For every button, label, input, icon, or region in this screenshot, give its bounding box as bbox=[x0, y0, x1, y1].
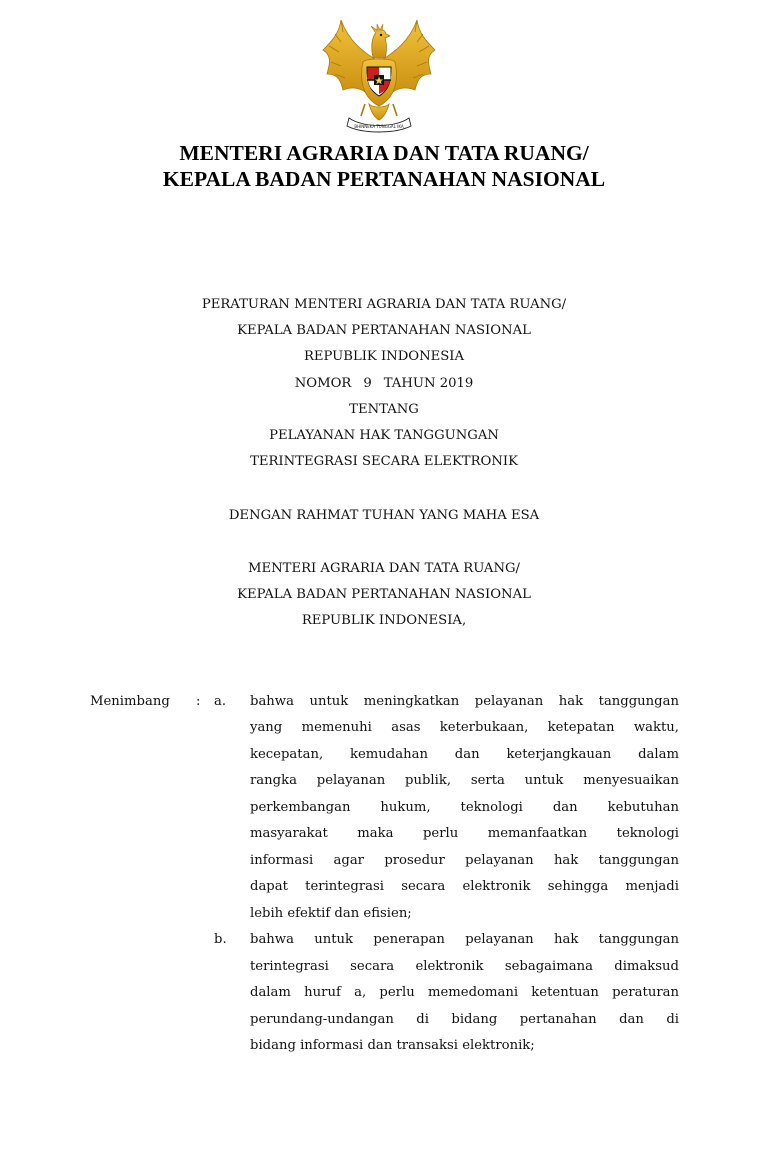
word: peraturan bbox=[612, 985, 679, 1000]
regulation-title-line2: KEPALA BADAN PERTANAHAN NASIONAL bbox=[237, 323, 531, 338]
word: tanggungan bbox=[598, 853, 679, 868]
word: publik, bbox=[405, 773, 452, 788]
regulation-subject-line1: PELAYANAN HAK TANGGUNGAN bbox=[269, 428, 499, 443]
header-title-line2: KEPALA BADAN PERTANAHAN NASIONAL bbox=[162, 167, 606, 191]
regulation-title-line3: REPUBLIK INDONESIA bbox=[303, 349, 465, 364]
word: secara bbox=[401, 879, 446, 894]
word: untuk bbox=[309, 694, 349, 709]
word: pelayanan bbox=[316, 773, 386, 788]
regulation-tentang: TENTANG bbox=[349, 402, 419, 417]
paragraph-line bbox=[250, 825, 679, 843]
word: informasi bbox=[250, 853, 314, 868]
preamble-line2: KEPALA BADAN PERTANAHAN NASIONAL bbox=[237, 587, 531, 602]
word: untuk bbox=[314, 932, 354, 947]
word: rangka bbox=[250, 773, 297, 788]
preamble-rahmat: DENGAN RAHMAT TUHAN YANG MAHA ESA bbox=[228, 508, 540, 523]
word: dan bbox=[454, 747, 480, 762]
word: elektronik bbox=[462, 879, 531, 894]
word: dimaksud bbox=[614, 959, 679, 974]
paragraph-line bbox=[250, 878, 679, 896]
paragraph-line: bidang informasi dan transaksi elektronik; bbox=[250, 1038, 535, 1053]
word: ketentuan bbox=[531, 985, 599, 1000]
word: terintegrasi bbox=[305, 879, 384, 894]
word: pelayanan bbox=[465, 853, 534, 868]
word: hak bbox=[554, 932, 579, 947]
word: prosedur bbox=[384, 853, 445, 868]
word: pelayanan bbox=[465, 932, 534, 947]
word: sehingga bbox=[547, 879, 609, 894]
word: yang bbox=[250, 720, 283, 735]
item-b-letter: b. bbox=[214, 932, 227, 947]
word: keterbukaan, bbox=[439, 720, 529, 735]
regulation-subject-line2: TERINTEGRASI SECARA ELEKTRONIK bbox=[250, 454, 518, 469]
word: kebutuhan bbox=[607, 800, 679, 815]
word: huruf bbox=[304, 985, 341, 1000]
item-a-letter: a. bbox=[214, 694, 227, 709]
word: elektronik bbox=[415, 959, 484, 974]
paragraph-line bbox=[250, 746, 679, 764]
word: perkembangan bbox=[250, 800, 351, 815]
regulation-number-row bbox=[0, 375, 768, 393]
word: meningkatkan bbox=[363, 694, 460, 709]
word: teknologi bbox=[460, 800, 523, 815]
word: secara bbox=[350, 959, 395, 974]
word: a, bbox=[354, 985, 367, 1000]
word: asas bbox=[391, 720, 421, 735]
word: ketepatan bbox=[547, 720, 615, 735]
word: untuk bbox=[524, 773, 564, 788]
word: memenuhi bbox=[301, 720, 372, 735]
word: masyarakat bbox=[250, 826, 328, 841]
paragraph-line bbox=[250, 772, 679, 790]
regulation-title-line1: PERATURAN MENTERI AGRARIA DAN TATA RUANG/ bbox=[201, 297, 567, 312]
tahun-label: TAHUN bbox=[383, 376, 436, 391]
word: menjadi bbox=[625, 879, 679, 894]
word: di bbox=[416, 1012, 429, 1027]
word: hak bbox=[558, 694, 584, 709]
paragraph-line bbox=[250, 693, 679, 711]
word: dalam bbox=[250, 985, 291, 1000]
word: terintegrasi bbox=[250, 959, 329, 974]
paragraph-line bbox=[250, 719, 679, 737]
word: waktu, bbox=[633, 720, 679, 735]
garuda-pancasila-emblem-icon bbox=[319, 12, 439, 136]
word: bahwa bbox=[250, 932, 294, 947]
paragraph-line bbox=[250, 931, 679, 949]
word: memanfaatkan bbox=[487, 826, 588, 841]
word: memedomani bbox=[427, 985, 519, 1000]
word: dapat bbox=[250, 879, 288, 894]
word: perlu bbox=[379, 985, 415, 1000]
header-title-line1: MENTERI AGRARIA DAN TATA RUANG/ bbox=[179, 141, 589, 165]
word: agar bbox=[333, 853, 364, 868]
paragraph-line bbox=[250, 984, 679, 1002]
nomor-label: NOMOR bbox=[294, 376, 352, 391]
paragraph-line bbox=[250, 958, 679, 976]
emblem-motto: BHINNEKA TUNGGAL IKA bbox=[354, 124, 404, 129]
word: tanggungan bbox=[598, 932, 679, 947]
paragraph-line bbox=[250, 852, 679, 870]
word: perlu bbox=[422, 826, 459, 841]
word: bidang bbox=[451, 1012, 498, 1027]
word: maka bbox=[357, 826, 394, 841]
word: dalam bbox=[638, 747, 679, 762]
word: penerapan bbox=[373, 932, 445, 947]
preamble-line3: REPUBLIK INDONESIA, bbox=[301, 613, 467, 628]
word: hak bbox=[553, 853, 579, 868]
word: sebagaimana bbox=[504, 959, 593, 974]
nomor-value: 9 bbox=[363, 376, 372, 391]
word: kemudahan bbox=[349, 747, 428, 762]
word: pertanahan bbox=[519, 1012, 597, 1027]
word: dan bbox=[619, 1012, 644, 1027]
paragraph-line bbox=[250, 799, 679, 817]
word: hukum, bbox=[380, 800, 431, 815]
word: perundang-undangan bbox=[250, 1012, 394, 1027]
menimbang-colon: : bbox=[196, 694, 201, 709]
word: serta bbox=[470, 773, 505, 788]
word: teknologi bbox=[616, 826, 679, 841]
menimbang-label: Menimbang bbox=[90, 694, 170, 709]
paragraph-line: lebih efektif dan efisien; bbox=[250, 906, 412, 921]
word: keterjangkauan bbox=[506, 747, 612, 762]
word: tanggungan bbox=[598, 694, 679, 709]
word: di bbox=[666, 1012, 679, 1027]
word: pelayanan bbox=[474, 694, 544, 709]
word: dan bbox=[552, 800, 578, 815]
word: bahwa bbox=[250, 694, 294, 709]
tahun-value: 2019 bbox=[439, 376, 474, 391]
word: kecepatan, bbox=[250, 747, 324, 762]
word: menyesuaikan bbox=[583, 773, 679, 788]
preamble-line1: MENTERI AGRARIA DAN TATA RUANG/ bbox=[248, 561, 520, 576]
paragraph-line bbox=[250, 1011, 679, 1029]
